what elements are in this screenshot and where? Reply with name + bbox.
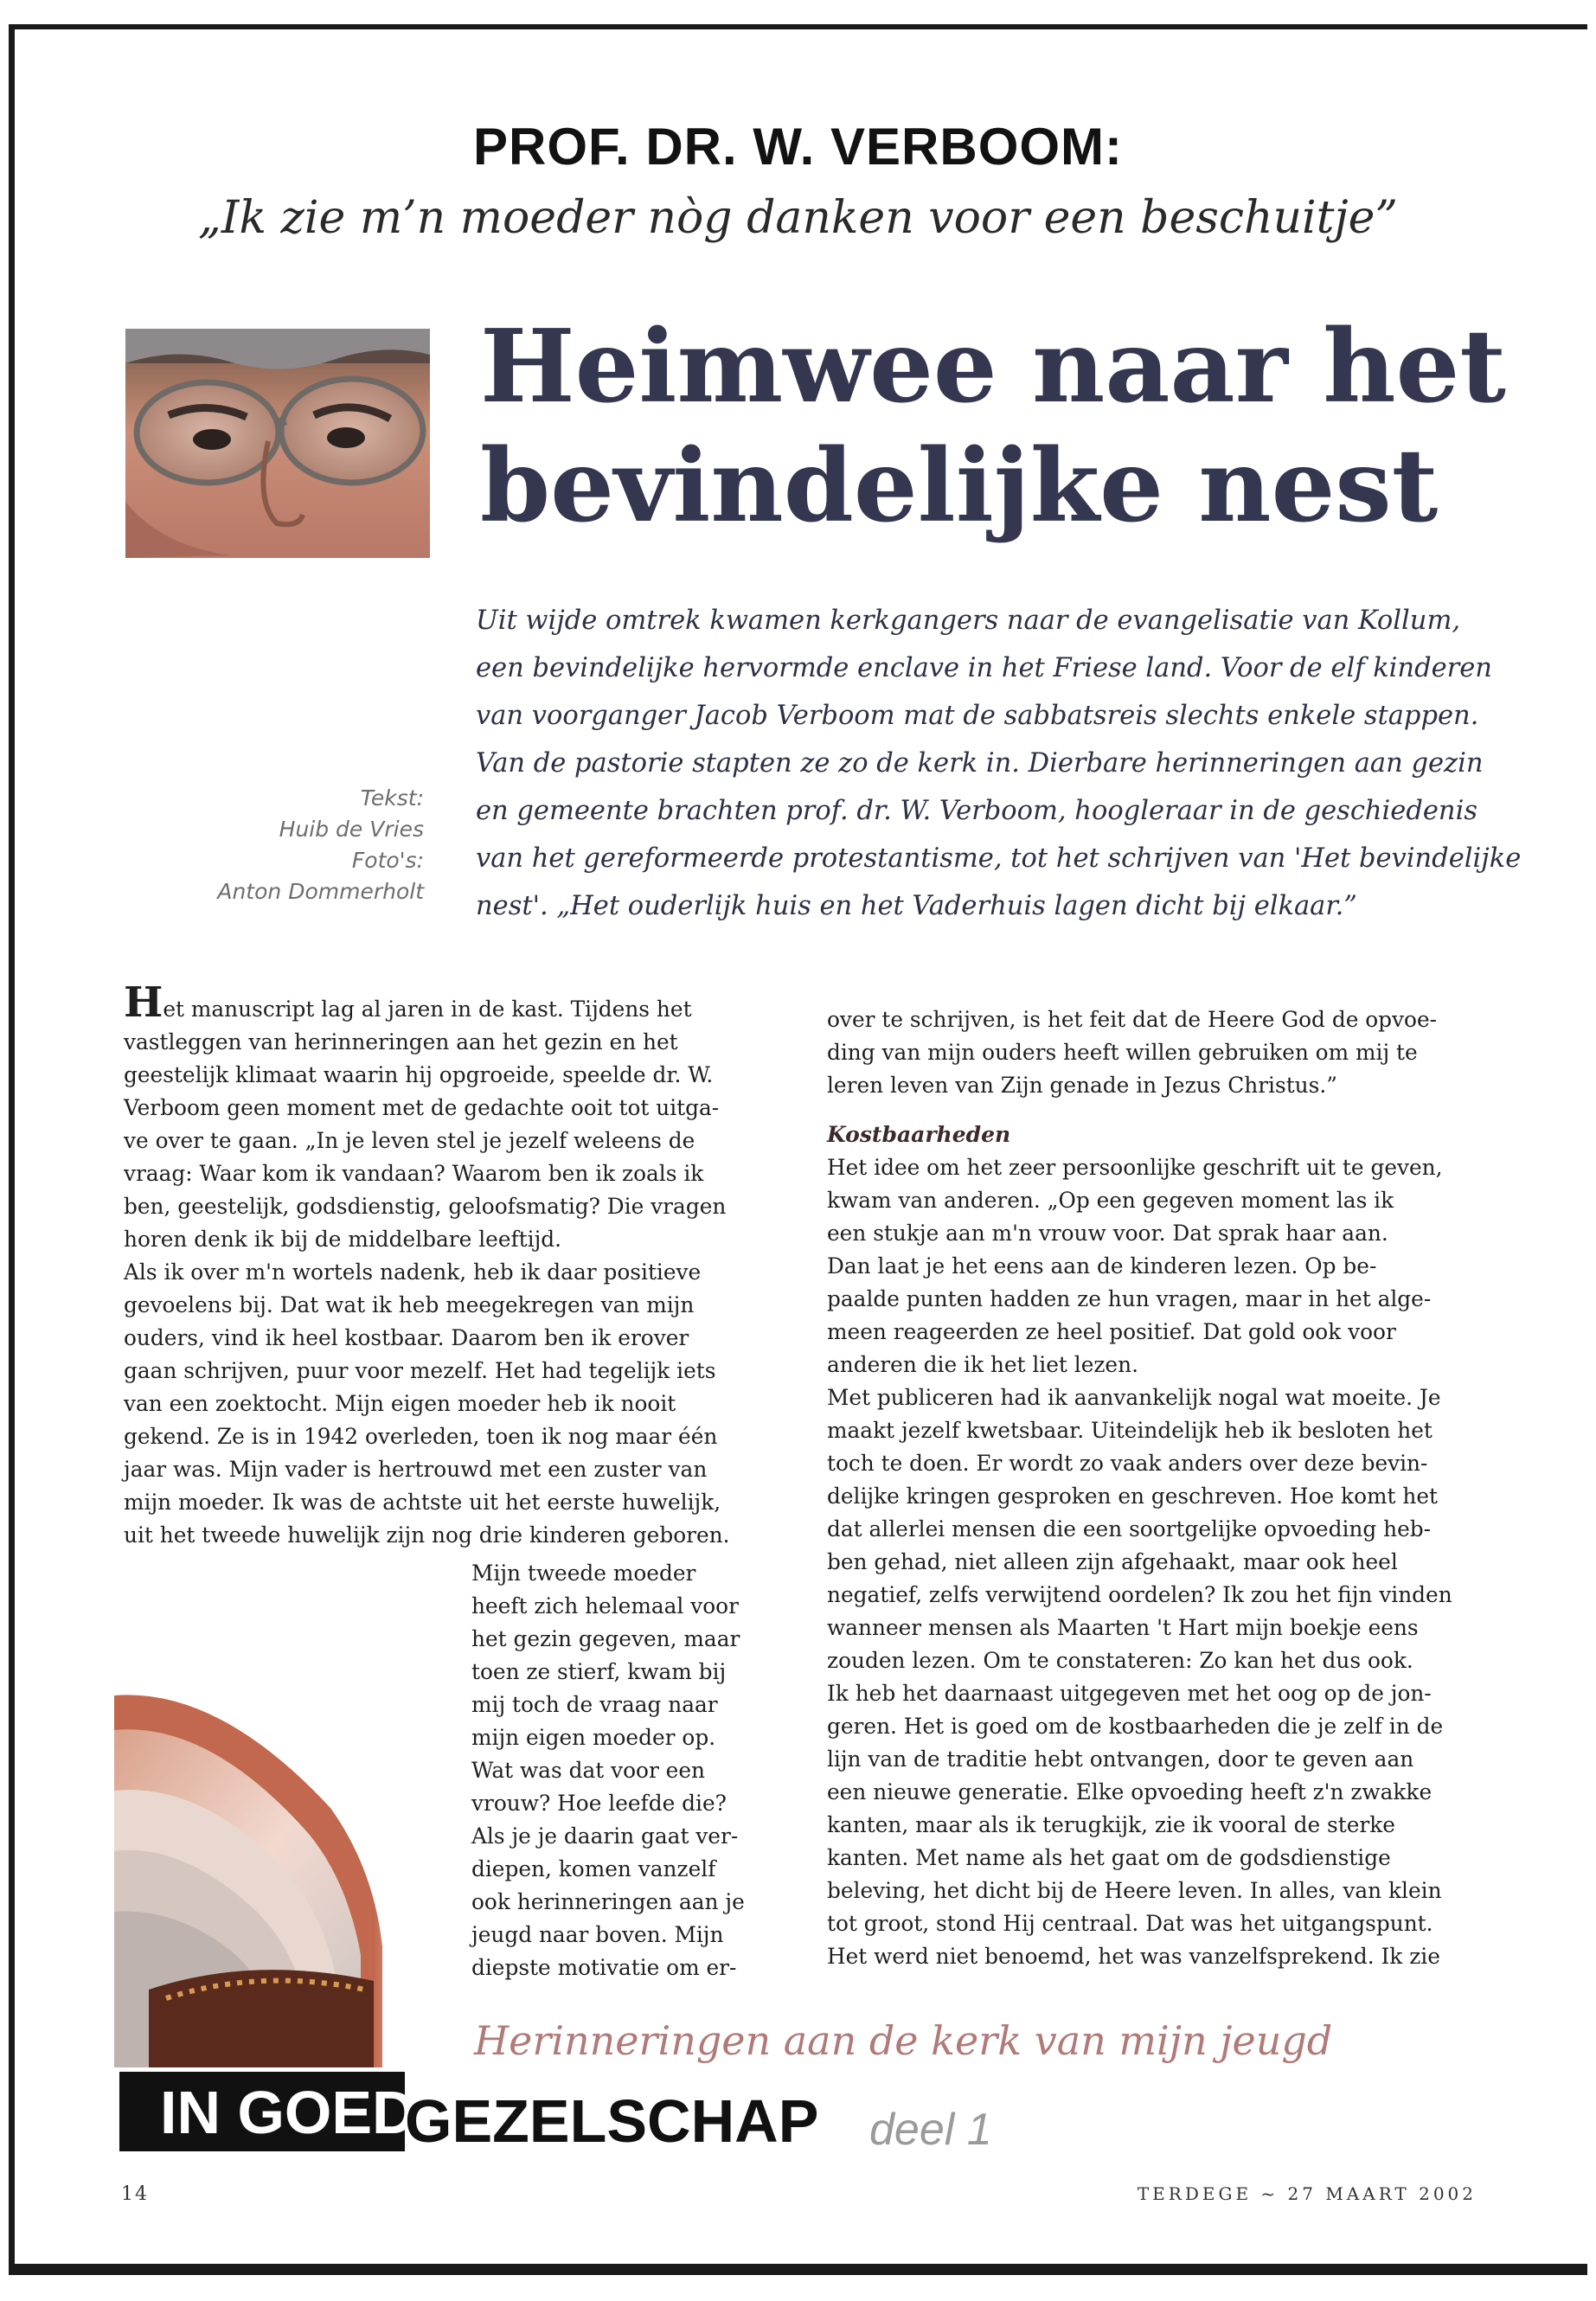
- body-column-left: [124, 978, 781, 1552]
- body-line: jeugd naar boven. Mijn: [471, 1922, 724, 1947]
- credit-line: Huib de Vries: [279, 817, 424, 842]
- body-line: diepen, komen vanzelf: [471, 1856, 716, 1881]
- body-line: anderen die ik het liet lezen.: [827, 1352, 1138, 1377]
- body-line: gaan schrijven, puur voor mezelf. Het had tegelijk iets: [124, 1358, 716, 1383]
- body-line: ben, geestelijk, godsdienstig, geloofsmatig? Die vragen: [124, 1194, 727, 1219]
- intro-line: nest'. „Het ouderlijk huis en het Vaderhuis lagen dicht bij elkaar.”: [476, 891, 1357, 921]
- body-line: ve over te gaan. „In je leven stel je jezelf weleens de: [124, 1128, 695, 1153]
- body-line: toch te doen. Er wordt zo vaak anders over deze bevin-: [827, 1451, 1428, 1476]
- body-line: Als je je daarin gaat ver-: [471, 1823, 739, 1849]
- body-line: ben gehad, niet alleen zijn afgehaakt, maar ook heel: [827, 1549, 1398, 1574]
- body-line: meen reageerden ze heel positief. Dat gold ook voor: [827, 1319, 1396, 1344]
- body-line: kanten. Met name als het gaat om de godsdienstige: [827, 1845, 1391, 1870]
- body-line: vrouw? Hoe leefde die?: [471, 1791, 727, 1816]
- body-column-right: [827, 1003, 1484, 1973]
- body-line: horen denk ik bij de middelbare leeftijd.: [124, 1227, 562, 1252]
- body-line: kwam van anderen. „Op een gegeven moment las ik: [827, 1188, 1394, 1213]
- body-line: Wat was dat voor een: [471, 1758, 706, 1783]
- body-line: vastleggen van herinneringen aan het gezin en het: [124, 1029, 678, 1054]
- intro-line: Uit wijde omtrek kwamen kerkgangers naar de evangelisatie van Kollum,: [476, 606, 1461, 636]
- footer-masthead: TERDEGE ~ 27 MAART 2002: [1137, 2183, 1477, 2204]
- body-line: maakt jezelf kwetsbaar. Uiteindelijk heb ik besloten het: [827, 1418, 1433, 1443]
- series-banner-title: IN GOED: [160, 2079, 416, 2146]
- body-line: leren leven van Zijn genade in Jezus Christus.”: [827, 1073, 1337, 1098]
- article-credits: [156, 783, 424, 907]
- body-line: Als ik over m'n wortels nadenk, heb ik daar positieve: [124, 1259, 702, 1285]
- series-part-label: deel 1: [869, 2105, 992, 2155]
- credit-line: Tekst:: [360, 785, 424, 811]
- body-line: wanneer mensen als Maarten 't Hart mijn boekje eens: [827, 1615, 1419, 1640]
- intro-line: van voorganger Jacob Verboom mat de sabbatsreis slechts enkele stappen.: [476, 701, 1479, 731]
- section-subheading: Kostbaarheden: [827, 1122, 1011, 1147]
- body-line: beleving, het dicht bij de Heere leven. In alles, van klein: [827, 1878, 1442, 1903]
- series-subtitle: Herinneringen aan de kerk van mijn jeugd: [474, 2017, 1333, 2064]
- article-intro: [476, 597, 1548, 930]
- body-line: mijn moeder. Ik was de achtste uit het eerste huwelijk,: [124, 1490, 721, 1515]
- body-line: een nieuwe generatie. Elke opvoeding heeft z'n zwakke: [827, 1779, 1433, 1804]
- page-frame-bottom: [9, 2264, 1587, 2275]
- body-line: paalde punten hadden ze hun vragen, maar in het alge-: [827, 1286, 1432, 1311]
- body-line: een stukje aan m'n vrouw voor. Dat sprak haar aan.: [827, 1221, 1388, 1246]
- body-line: Dan laat je het eens aan de kinderen lezen. Op be-: [827, 1253, 1377, 1279]
- body-line: diepste motivatie om er-: [471, 1955, 737, 1980]
- body-line: lijn van de traditie hebt ontvangen, door te geven aan: [827, 1747, 1414, 1772]
- body-line: mijn eigen moeder op.: [471, 1725, 716, 1750]
- body-line: gevoelens bij. Dat wat ik heb meegekregen van mijn: [124, 1292, 695, 1317]
- body-line: gekend. Ze is in 1942 overleden, toen ik nog maar één: [124, 1424, 718, 1449]
- article-quote: „Ik zie m’n moeder nòg danken voor een beschuitje”: [197, 192, 1399, 244]
- headline-line: Heimwee naar het: [480, 308, 1506, 426]
- body-line: negatief, zelfs verwijtend oordelen? Ik zou het fijn vinden: [827, 1582, 1452, 1607]
- body-line: zouden lezen. Om te constateren: Zo kan het dus ook.: [827, 1648, 1413, 1673]
- body-line: Verboom geen moment met de gedachte ooit tot uitga-: [124, 1095, 720, 1120]
- body-line: geestelijk klimaat waarin hij opgroeide, speelde dr. W.: [124, 1062, 714, 1087]
- body-line: ook herinneringen aan je: [471, 1889, 745, 1914]
- series-banner-title-continued: GEZELSCHAP: [405, 2087, 819, 2155]
- article-headline: [480, 307, 1544, 546]
- intro-line: Van de pastorie stapten ze zo de kerk in. Dierbare herinneringen aan gezin: [476, 748, 1484, 779]
- body-line: van een zoektocht. Mijn eigen moeder heb ik nooit: [124, 1391, 676, 1416]
- intro-line: van het gereformeerde protestantisme, tot het schrijven van 'Het bevindelijke: [476, 843, 1522, 874]
- body-line: dat allerlei mensen die een soortgelijke opvoeding heb-: [827, 1516, 1431, 1541]
- body-line: uit het tweede huwelijk zijn nog drie kinderen geboren.: [124, 1522, 730, 1548]
- body-line: delijke kringen gesproken en geschreven. Hoe komt het: [827, 1484, 1438, 1509]
- intro-line: een bevindelijke hervormde enclave in het Friese land. Voor de elf kinderen: [476, 653, 1492, 683]
- body-line: Het manuscript lag al jaren in de kast. Tijdens het: [124, 978, 692, 1027]
- credit-line: Foto's:: [351, 848, 424, 873]
- body-line: Ik heb het daarnaast uitgegeven met het oog op de jon-: [827, 1681, 1432, 1706]
- body-line: Het idee om het zeer persoonlijke geschrift uit te geven,: [827, 1155, 1443, 1180]
- page-frame-left: [9, 24, 15, 2275]
- body-line: tot groot, stond Hij centraal. Dat was het uitgangspunt.: [827, 1911, 1433, 1936]
- body-line: geren. Het is goed om de kostbaarheden die je zelf in de: [827, 1714, 1444, 1739]
- body-line: heeft zich helemaal voor: [471, 1593, 739, 1618]
- body-column-narrow: [471, 1557, 792, 1984]
- headline-line: bevindelijke nest: [480, 427, 1439, 545]
- body-line: over te schrijven, is het feit dat de Heere God de opvoe-: [827, 1007, 1438, 1032]
- body-line: Mijn tweede moeder: [471, 1561, 696, 1586]
- portrait-photo: [125, 329, 430, 558]
- body-line: ouders, vind ik heel kostbaar. Daarom ben ik erover: [124, 1325, 689, 1350]
- credit-line: Anton Dommerholt: [217, 879, 424, 904]
- body-line: vraag: Waar kom ik vandaan? Waarom ben ik zoals ik: [124, 1161, 704, 1186]
- body-line: mij toch de vraag naar: [471, 1692, 718, 1717]
- drop-cap: H: [124, 978, 163, 1027]
- intro-line: en gemeente brachten prof. dr. W. Verboom, hoogleraar in de geschiedenis: [476, 796, 1477, 826]
- page-number: 14: [121, 2183, 149, 2205]
- page-frame-top: [9, 24, 1587, 29]
- body-line: Het werd niet benoemd, het was vanzelfsprekend. Ik zie: [827, 1944, 1440, 1969]
- body-line: Met publiceren had ik aanvankelijk nogal wat moeite. Je: [827, 1385, 1441, 1410]
- body-line: ding van mijn ouders heeft willen gebruiken om mij te: [827, 1040, 1418, 1065]
- body-line: toen ze stierf, kwam bij: [471, 1659, 727, 1684]
- book-photo: [114, 1661, 439, 2067]
- article-kicker: PROF. DR. W. VERBOOM:: [472, 118, 1124, 176]
- body-line: kanten, maar als ik terugkijk, zie ik vooral de sterke: [827, 1812, 1395, 1837]
- body-line: jaar was. Mijn vader is hertrouwd met een zuster van: [124, 1457, 708, 1482]
- body-line: het gezin gegeven, maar: [471, 1626, 740, 1651]
